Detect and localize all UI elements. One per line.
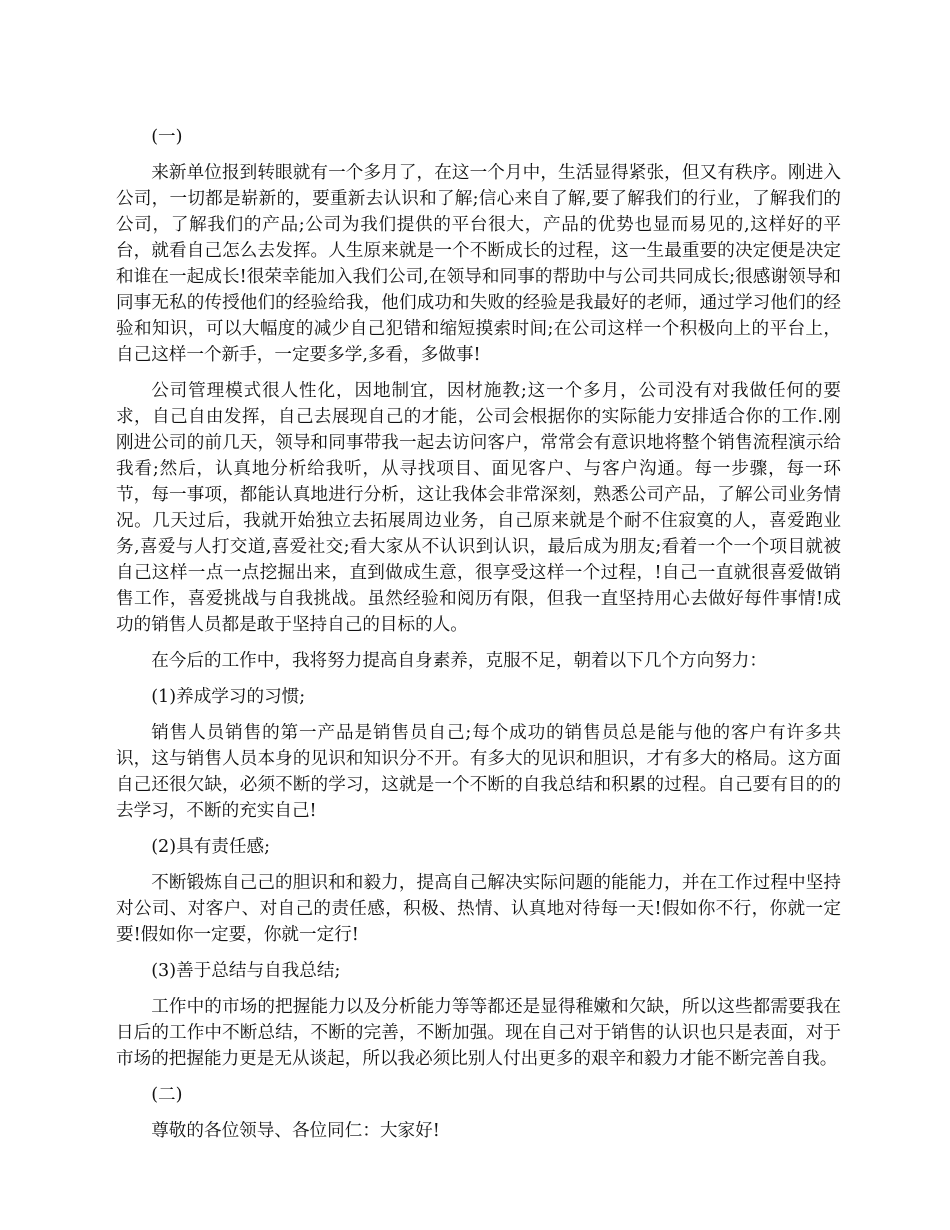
- paragraph-goals: 在今后的工作中，我将努力提高自身素养，克服不足，朝着以下几个方向努力：: [151, 651, 767, 671]
- list-heading-1: (1)养成学习的习惯;: [151, 687, 306, 707]
- list-heading-3: (3)善于总结与自我总结;: [151, 961, 341, 981]
- list-heading-2: (2)具有责任感;: [151, 837, 271, 857]
- paragraph-intro: 来新单位报到转眼就有一个多月了，在这一个月中，生活显得紧张，但又有秩序。刚进入公司，一切都是崭新的，要重新去认识和了解;信心来自了解,要了解我们的行业，了解我们的公司，了解我们的产品;公司为我们提供的平台很大，产品的优势也显而易见的,这样好的平台，就看自己怎么去发挥。人生原来就是一个不断成长的过程，这一生最重要的决定便是决定和谁在一起成长!很荣幸能加入我们公司,在领导和同事的帮助中与公司共同成长;很感谢领导和同事无私的传授他们的经验给我，他们成功和失败的经验是我最好的老师，通过学习他们的经验和知识，可以大幅度的减少自己犯错和缩短摸索时间;在公司这样一个积极向上的平台上，自己这样一个新手，一定要多学,多看，多做事!: [116, 163, 841, 365]
- paragraph-greeting: 尊敬的各位领导、各位同仁：大家好!: [151, 1121, 440, 1141]
- paragraph-management: 公司管理模式很人性化，因地制宜，因材施教;这一个多月，公司没有对我做任何的要求，自己自由发挥，自己去展现自己的才能，公司会根据你的实际能力安排适合你的工作.刚刚进公司的前几天，领导和同事带我一起去访问客户，常常会有意识地将整个销售流程演示给我看;然后，认真地分析给我听，从寻找项目、面见客户、与客户沟通。每一步骤，每一环节，每一事项，都能认真地进行分析，这让我体会非常深刻，熟悉公司产品，了解公司业务情况。几天过后，我就开始独立去拓展周边业务，自己原来就是个耐不住寂寞的人，喜爱跑业务,喜爱与人打交道,喜爱社交;看大家从不认识到认识，最后成为朋友;看着一个一个项目就被自己这样一点一点挖掘出来，直到做成生意，很享受这样一个过程，!自己一直就很喜爱做销售工作，喜爱挑战与自我挑战。虽然经验和阅历有限，但我一直坚持用心去做好每件事情!成功的销售人员都是敢于坚持自己的目标的人。: [116, 381, 841, 635]
- section-heading-1: (一): [151, 127, 183, 147]
- section-heading-2: (二): [151, 1085, 183, 1105]
- paragraph-learning: 销售人员销售的第一产品是销售员自己;每个成功的销售员总是能与他的客户有许多共识，这与销售人员本身的见识和知识分不开。有多大的见识和胆识，才有多大的格局。这方面自己还很欠缺，必须不断的学习，这就是一个不断的自我总结和积累的过程。自己要有目的的去学习，不断的充实自己!: [116, 723, 841, 821]
- paragraph-responsibility: 不断锻炼自己己的胆识和和毅力，提高自己解决实际问题的能能力，并在工作过程中坚持对公司、对客户、对自己的责任感，积极、热情、认真地对待每一天!假如你不行，你就一定要!假如你一定要，你就一定行!: [116, 873, 841, 945]
- paragraph-summary: 工作中的市场的把握能力以及分析能力等等都还是显得稚嫩和欠缺，所以这些都需要我在日后的工作中不断总结，不断的完善，不断加强。现在自己对于销售的认识也只是表面，对于市场的把握能力更是无从谈起，所以我必须比别人付出更多的艰辛和毅力才能不断完善自我。: [116, 997, 841, 1069]
- document-body: [116, 124, 841, 1154]
